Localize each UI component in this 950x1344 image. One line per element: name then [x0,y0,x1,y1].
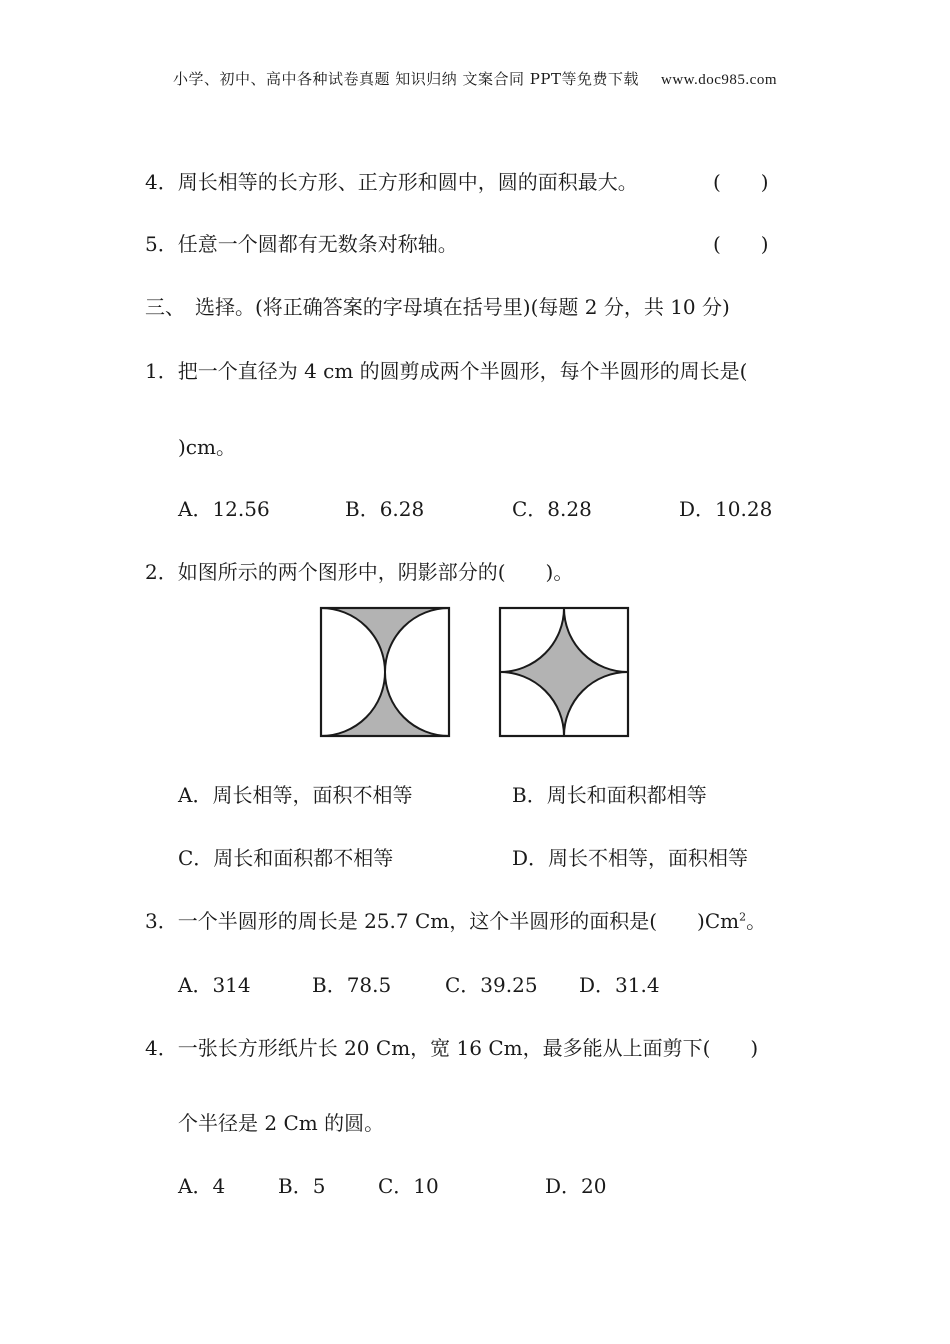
q4-line2: 个半径是 2 Cm 的圆。 [178,1111,385,1135]
right-shaded-region [500,608,628,736]
judge-q5: 5．任意一个圆都有无数条对称轴。 [145,232,458,256]
q2-line1: 2．如图所示的两个图形中，阴影部分的( )。 [145,560,574,584]
q2-option-d[interactable]: D．周长不相等，面积相等 [512,846,749,870]
q2-option-b[interactable]: B．周长和面积都相等 [512,783,707,807]
q1-line2: )cm。 [178,435,236,459]
q3-superscript: 2 [739,910,747,924]
q3-option-c[interactable]: C．39.25 [445,973,538,997]
q1-line1: 1．把一个直径为 4 cm 的圆剪成两个半圆形，每个半圆形的周长是( [145,359,748,383]
judge-q5-blank[interactable]: ( ) [713,232,769,256]
q2-option-a[interactable]: A．周长相等，面积不相等 [178,783,413,807]
q1-option-c[interactable]: C．8.28 [512,497,592,521]
q4-option-b[interactable]: B．5 [278,1174,326,1198]
q3-end: 。 [746,909,767,933]
header-text: 小学、初中、高中各种试卷真题 知识归纳 文案合同 PPT等免费下载 [172,70,639,88]
q1-option-b[interactable]: B．6.28 [345,497,425,521]
figure-left [318,605,453,740]
q3-option-a[interactable]: A．314 [178,973,251,997]
q4-option-c[interactable]: C．10 [378,1174,439,1198]
q3-option-d[interactable]: D．31.4 [579,973,660,997]
q4-option-a[interactable]: A．4 [178,1174,226,1198]
judge-q4: 4．周长相等的长方形、正方形和圆中，圆的面积最大。 [145,170,638,194]
q2-option-c[interactable]: C．周长和面积都不相等 [178,846,394,870]
judge-q4-blank[interactable]: ( ) [713,170,769,194]
page-header [0,68,950,89]
q1-option-a[interactable]: A．12.56 [178,497,270,521]
header-site: www.doc985.com [660,72,777,88]
figure-right [497,605,632,740]
q3-option-b[interactable]: B．78.5 [312,973,392,997]
q3-text: 3．一个半圆形的周长是 25.7 Cm，这个半圆形的面积是( )Cm [145,909,740,933]
q4-line1: 4．一张长方形纸片长 20 Cm，宽 16 Cm，最多能从上面剪下( ) [145,1036,759,1060]
q1-option-d[interactable]: D．10.28 [679,497,773,521]
section-title: 三、 选择。(将正确答案的字母填在括号里)(每题 2 分，共 10 分) [145,295,730,319]
q4-option-d[interactable]: D．20 [545,1174,607,1198]
q3-line1 [145,905,766,934]
